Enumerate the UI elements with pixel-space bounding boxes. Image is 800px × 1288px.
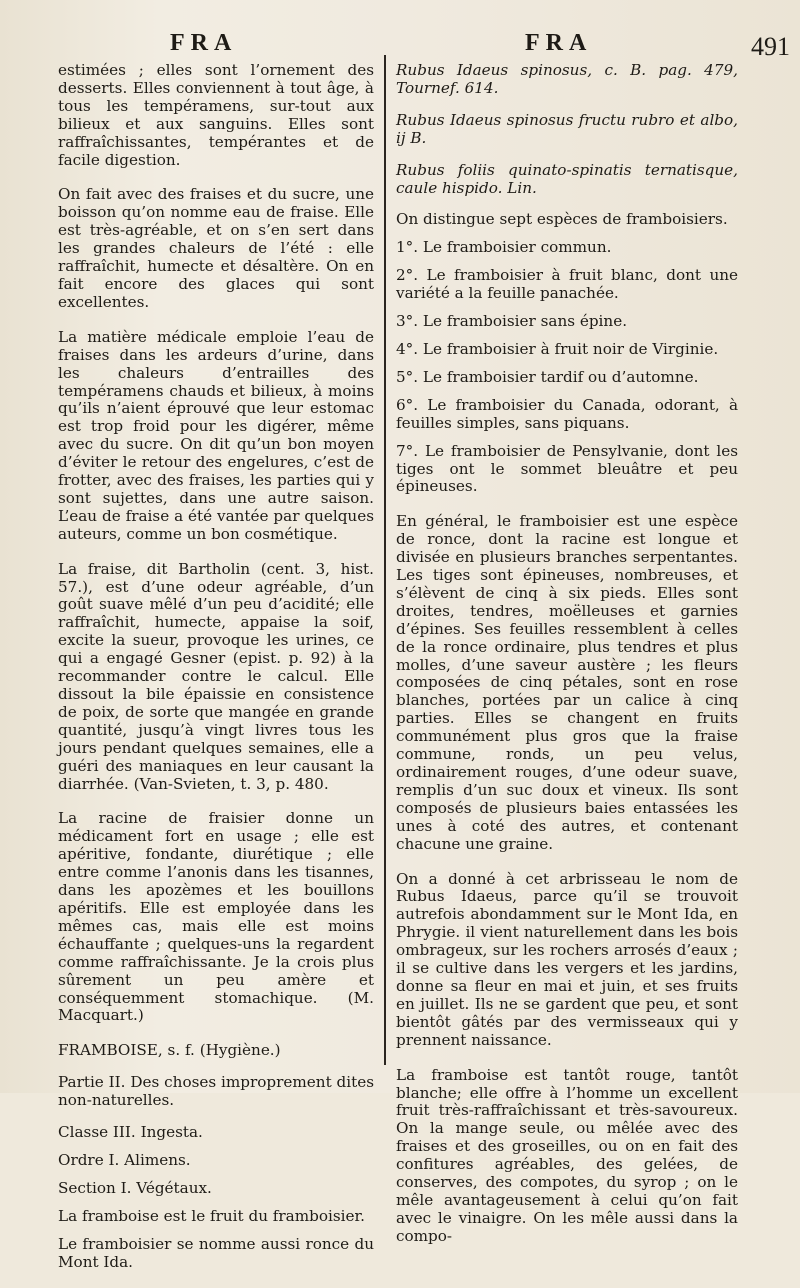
- species-item: 1°. Le framboisier commun.: [396, 238, 612, 257]
- paragraph: On a donné à cet arbrisseau le nom de Rubus Idaeus, parce qu’il se trouvoit autrefois abondamment sur le Mont Ida, en Phrygie. il vient naturellement dans les bois ombrageux, sur les rochers arrosés d’eaux ; il se cultive dans les vergers et les jardins, donne sa fleur en mai et juin, et ses fruits en juillet. Ils ne se gardent que peu, et sont bientôt gâtés par des vermisseaux qui y prennent naissance.: [396, 869, 738, 1049]
- species-intro: On distingue sept espèces de framboisiers.: [396, 210, 728, 229]
- paragraph: La fraise, dit Bartholin (cent. 3, hist. 57.), est d’une odeur agréable, d’un goût suave mêlé d’un peu d’acidité; elle raffraîchit, humecte, appaise la soif, excite la sueur, provoque les urines, ce qui a engagé Gesner (epist. p. 92) à la recommander contre le calcul. Elle dissout la bile épaissie en consistence de poix, de sorte que mangée en grande quantité, jusqu’à vingt livres tous les jours pendant quelques semaines, elle a guéri des maniaques en leur causant la diarrhée. (Van-Svieten, t. 3, p. 480.: [58, 559, 374, 793]
- classification-ordre: Ordre I. Alimens.: [58, 1150, 191, 1169]
- classification-classe: Classe III. Ingesta.: [58, 1123, 203, 1142]
- paragraph: La framboise est le fruit du framboisier.: [58, 1206, 365, 1225]
- species-item: 2°. Le framboisier à fruit blanc, dont une variété a la feuille panachée.: [396, 266, 738, 303]
- paragraph: Le framboisier se nomme aussi ronce du Mont Ida.: [58, 1234, 374, 1271]
- synonym: Rubus foliis quinato-spinatis ternatisque, caule hispido. Lin.: [396, 160, 738, 197]
- synonym: Rubus Idaeus spinosus, c. B. pag. 479, Tournef. 614.: [396, 61, 738, 97]
- paragraph: La matière médicale emploie l’eau de fraises dans les ardeurs d’urine, dans les chaleurs d’entrailles des tempéramens chauds et bilieux, à moins qu’ils n’aient éprouvé que leur estomac est trop froid pour les digérer, même avec du sucre. On dit qu’un bon moyen d’éviter le retour des engelures, c’est de frotter, avec des fraises, les parties qui y sont sujettes, dans une autre saison. L’eau de fraise a été vantée par quelques auteurs, comme un bon cosmétique.: [58, 327, 374, 543]
- synonym: Rubus Idaeus spinosus fructu rubro et albo, ij B.: [396, 110, 738, 147]
- paragraph: La framboise est tantôt rouge, tantôt blanche; elle offre à l’homme un excellent fruit très-raffraîchissant et très-savoureux. On la mange seule, ou mêlée avec des fraises et des groseilles, ou on en fait des confitures agréables, des gelées, de conserves, des compotes, du syrop ; on le mêle avantageusement à celui qu’on fait avec le vinaigre. On les mêle aussi dans la compo-: [396, 1065, 738, 1245]
- left-column: [58, 62, 374, 1288]
- running-head-right: FRA: [525, 30, 593, 56]
- right-column: [396, 62, 738, 1263]
- paragraph: On fait avec des fraises et du sucre, une boisson qu’on nomme eau de fraise. Elle est très-agréable, et on s’en sert dans les grandes chaleurs de l’été : elle raffraîchit, humecte et désaltère. On en fait encore des glaces qui sont excellentes.: [58, 185, 374, 311]
- running-head-left: FRA: [170, 30, 238, 56]
- paragraph: estimées ; elles sont l’ornement des desserts. Elles conviennent à tout âge, à tous les tempéramens, sur-tout aux bilieux et aux sanguins. Elles sont raffraîchissantes, tempérantes et de facile digestion.: [58, 61, 374, 169]
- entry-heading: FRAMBOISE, s. f. (Hygiène.): [58, 1041, 281, 1060]
- paragraph: En général, le framboisier est une espèce de ronce, dont la racine est longue et divisée en plusieurs branches serpentantes. Les tiges sont épineuses, nombreuses, et s’élèvent de cinq à six pieds. Elles sont droites, tendres, moëlleuses et garnies d’épines. Ses feuilles ressemblent à celles de la ronce ordinaire, plus tendres et plus molles, d’une saveur austère ; les fleurs composées de cinq pétales, sont en rose blanches, portées par un calice à cinq parties. Elles se changent en fruits communément plus gros que la fraise commune, ronds, un peu velus, ordinairement rouges, d’une odeur suave, remplis d’un suc doux et vineux. Ils sont composés de plusieurs baies entassées les unes à coté des autres, et contenant chacune une graine.: [396, 512, 738, 853]
- column-divider: [384, 55, 386, 1065]
- paragraph: La racine de fraisier donne un médicament fort en usage ; elle est apéritive, fondante, diurétique ; elle entre comme l’anonis dans les tisannes, dans les apozèmes et les bouillons apéritifs. Elle est employée dans les mêmes cas, mais elle est moins échauffante ; quelques-uns la regardent comme raffraîchissante. Je la crois plus sûrement un peu amère et conséquemment stomachique. (M. Macquart.): [58, 809, 374, 1025]
- species-item: 4°. Le framboisier à fruit noir de Virginie.: [396, 339, 719, 358]
- page-number: 491: [751, 32, 790, 61]
- species-item: 3°. Le framboisier sans épine.: [396, 312, 628, 331]
- species-item: 5°. Le framboisier tardif ou d’automne.: [396, 367, 699, 386]
- classification-section: Section I. Végétaux.: [58, 1178, 212, 1197]
- classification-partie: Partie II. Des choses improprement dites non-naturelles.: [58, 1073, 374, 1110]
- species-item: 7°. Le framboisier de Pensylvanie, dont les tiges ont le sommet bleuâtre et peu épineuses.: [396, 441, 738, 496]
- species-item: 6°. Le framboisier du Canada, odorant, à feuilles simples, sans piquans.: [396, 395, 738, 432]
